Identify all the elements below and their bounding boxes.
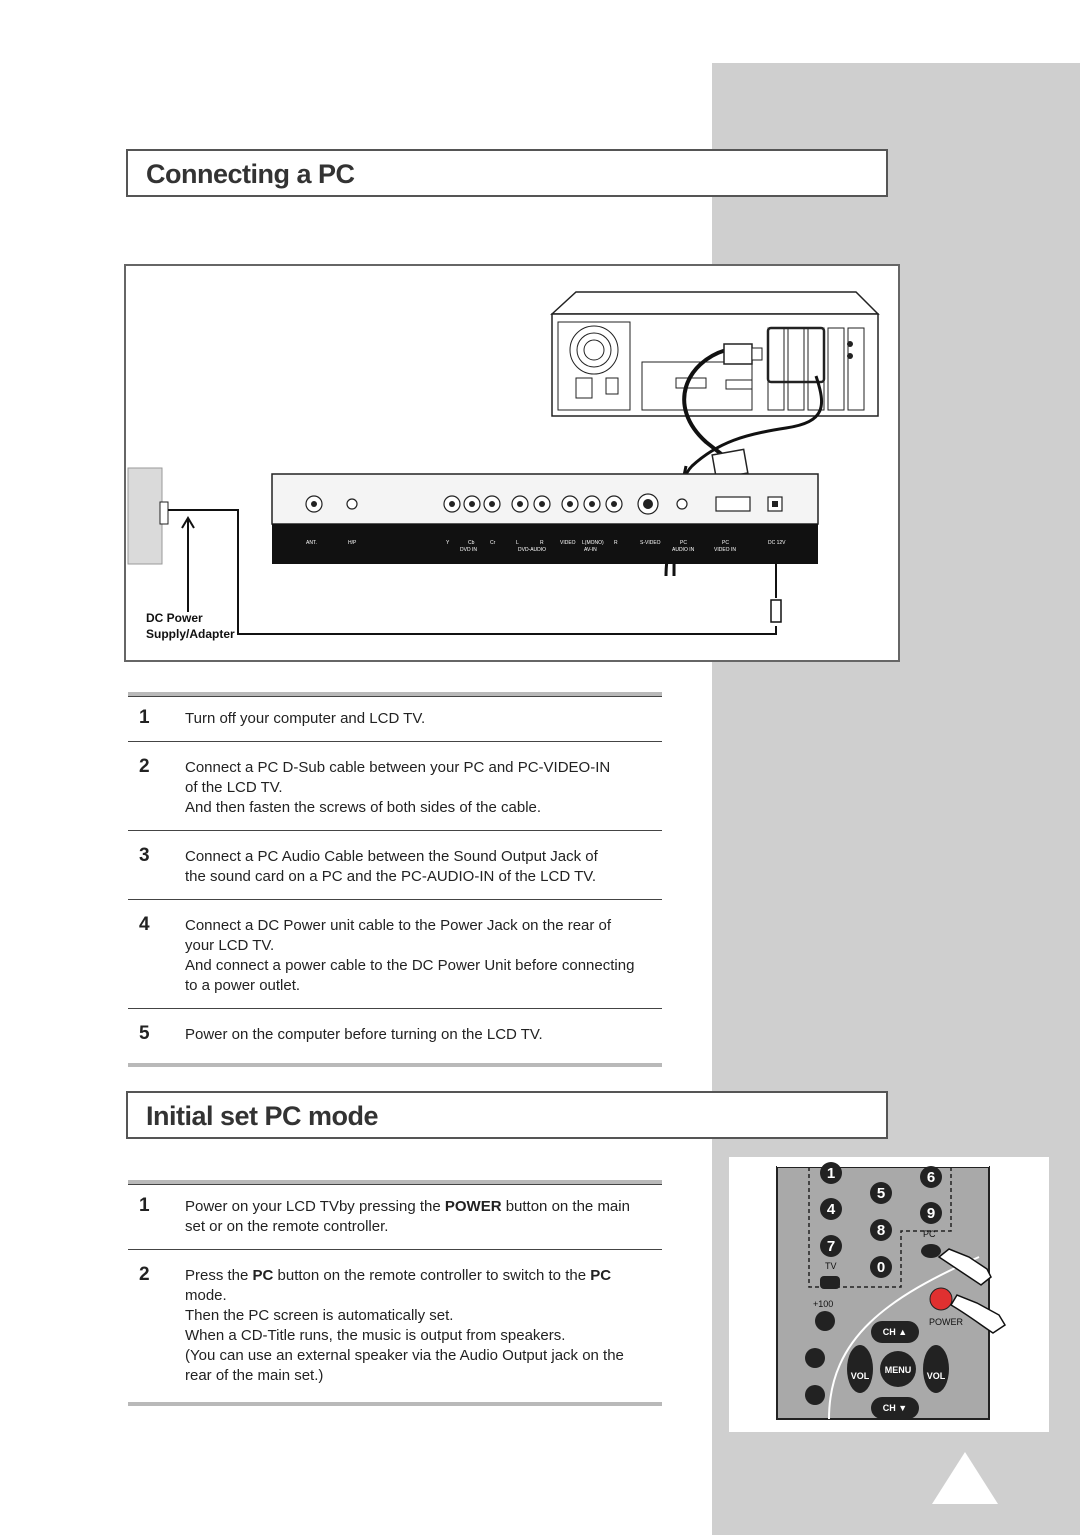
step-item: 4 Connect a DC Power unit cable to the Power Jack on the rear of your LCD TV. And connect a power cable to the DC Power Unit before connecting to a power outlet.	[128, 899, 662, 1008]
connect-steps	[128, 692, 662, 1067]
step-item: 2 Connect a PC D-Sub cable between your PC and PC-VIDEO-IN of the LCD TV. And then fasten the screws of both sides of the cable.	[128, 741, 662, 830]
side-button[interactable]	[805, 1348, 825, 1368]
digit-label: 7	[826, 1238, 836, 1255]
step-item: 1 Turn off your computer and LCD TV.	[128, 696, 662, 741]
connection-diagram	[124, 264, 900, 662]
tv-rear-panel	[272, 474, 818, 564]
digit-label: 8	[876, 1222, 886, 1239]
dc-power-label: DC Power	[146, 611, 203, 625]
panel-label: AUDIO IN	[672, 547, 695, 553]
connection-diagram-svg	[126, 266, 898, 660]
panel-label: PC	[680, 540, 687, 546]
panel-label: VIDEO IN	[714, 547, 736, 553]
dc-plug	[771, 556, 781, 622]
step-item: 3 Connect a PC Audio Cable between the Sound Output Jack of the sound card on a PC and the PC-AUDIO-IN of the LCD TV.	[128, 830, 662, 899]
vol-left-label: VOL	[850, 1371, 870, 1381]
menu-label: MENU	[884, 1365, 912, 1375]
pc-label: PC	[923, 1229, 936, 1239]
section-title-initial-pc-mode	[126, 1091, 888, 1139]
panel-label: Cr	[490, 540, 496, 546]
panel-label: S-VIDEO	[640, 540, 661, 546]
panel-label: DVD IN	[460, 547, 477, 553]
panel-label: DVD-AUDIO	[518, 547, 547, 553]
digit-label: 1	[826, 1165, 836, 1182]
power-button[interactable]	[930, 1288, 952, 1310]
page-corner-triangle	[930, 1452, 1000, 1508]
remote-illustration	[729, 1157, 1049, 1432]
panel-label: R	[614, 540, 618, 546]
wall-outlet	[128, 468, 162, 564]
ch-down-label: CH ▼	[882, 1403, 908, 1413]
panel-label: AV-IN	[584, 547, 597, 553]
plus100-label: +100	[813, 1299, 834, 1309]
tv-label: TV	[825, 1261, 837, 1271]
digit-label: 5	[876, 1185, 886, 1202]
section-title-text: Connecting a PC	[146, 159, 355, 189]
dc-power-label: Supply/Adapter	[146, 627, 235, 641]
plus100-button[interactable]	[815, 1311, 835, 1331]
panel-label: L	[516, 540, 519, 546]
step-item: 1 Power on your LCD TVby pressing the POWER button on the main set or on the remote controller.	[128, 1184, 662, 1249]
panel-label: R	[540, 540, 544, 546]
panel-label: H/P	[348, 540, 357, 546]
digit-label: 4	[826, 1201, 836, 1218]
digit-label: 6	[926, 1169, 936, 1186]
remote-svg	[729, 1157, 1049, 1432]
vol-right-label: VOL	[926, 1371, 946, 1381]
adapter-arrow	[182, 518, 194, 612]
panel-label: Y	[446, 540, 450, 546]
pc-mode-steps	[128, 1180, 662, 1406]
panel-label: ANT.	[306, 540, 317, 546]
panel-label: PC	[722, 540, 729, 546]
pc-button[interactable]	[921, 1244, 941, 1258]
ch-up-label: CH ▲	[882, 1327, 908, 1337]
panel-label: Cb	[468, 540, 475, 546]
vol-left-button[interactable]	[847, 1345, 873, 1393]
panel-label: L(MONO)	[582, 540, 604, 546]
section-title-text: Initial set PC mode	[146, 1101, 379, 1131]
step-item: 5 Power on the computer before turning on the LCD TV.	[128, 1008, 662, 1063]
side-button[interactable]	[805, 1385, 825, 1405]
step-item: 2 Press the PC button on the remote controller to switch to the PC mode. Then the PC screen is automatically set. When a CD-Title runs, the music is output from speakers. (You can use an external speaker via the Audio Output jack on the rear of the main set.)	[128, 1249, 662, 1402]
panel-label: VIDEO	[560, 540, 576, 546]
wall-plug	[160, 502, 168, 524]
panel-label: DC 12V	[768, 540, 786, 546]
tv-button[interactable]	[820, 1276, 840, 1289]
section-title-connecting-pc	[126, 149, 888, 197]
power-label: POWER	[929, 1317, 964, 1327]
digit-label: 9	[926, 1205, 936, 1222]
vol-right-button[interactable]	[923, 1345, 949, 1393]
digit-label: 0	[876, 1259, 886, 1276]
